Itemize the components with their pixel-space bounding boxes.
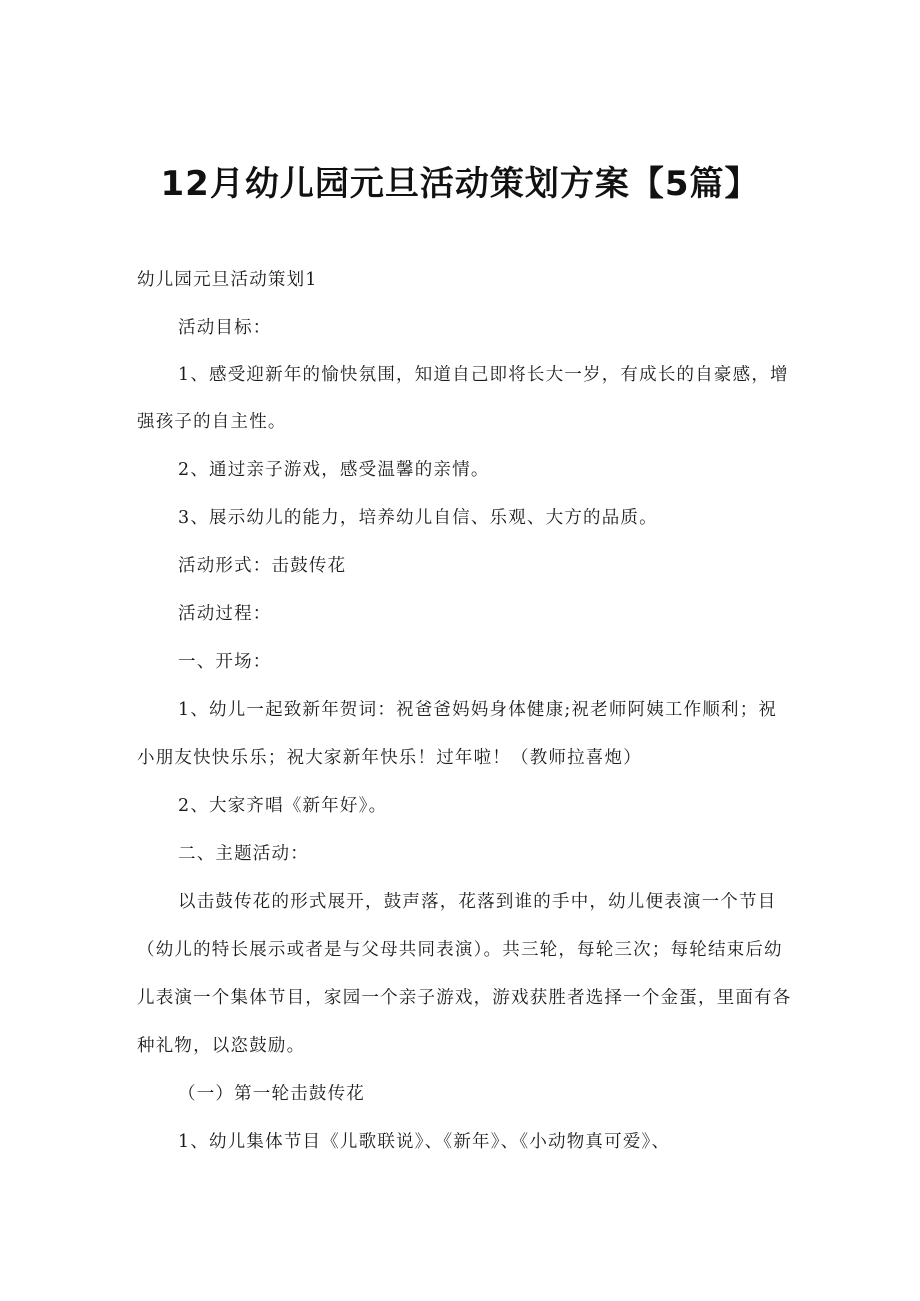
paragraph-line: 强孩子的自主性。 [137, 412, 287, 432]
document-title: 12月幼儿园元旦活动策划方案【5篇】 [160, 164, 760, 204]
paragraph-line: 以击鼓传花的形式展开，鼓声落，花落到谁的手中，幼儿便表演一个节目 [178, 892, 777, 912]
paragraph-line: 种礼物，以恣鼓励。 [137, 1036, 306, 1056]
section-heading: 幼儿园元旦活动策划1 [137, 270, 318, 290]
paragraph-line: 活动目标： [178, 318, 272, 338]
paragraph-line: 1、幼儿一起致新年贺词：祝爸爸妈妈身体健康;祝老师阿姨工作顺利；祝 [178, 700, 778, 720]
paragraph-line: （一）第一轮击鼓传花 [178, 1084, 365, 1104]
paragraph-line: 活动形式：击鼓传花 [178, 556, 347, 576]
paragraph-line: 活动过程： [178, 604, 272, 624]
paragraph-line: 一、开场： [178, 652, 272, 672]
paragraph-line: 二、主题活动： [178, 844, 309, 864]
paragraph-line: （幼儿的特长展示或者是与父母共同表演）。共三轮，每轮三次；每轮结束后幼 [137, 940, 783, 960]
paragraph-line: 2、大家齐唱《新年好》。 [178, 796, 388, 816]
paragraph-line: 2、通过亲子游戏，感受温馨的亲情。 [178, 460, 490, 480]
paragraph-line: 儿表演一个集体节目，家园一个亲子游戏，游戏获胜者选择一个金蛋，里面有各 [137, 988, 792, 1008]
paragraph-line: 小朋友快快乐乐；祝大家新年快乐！过年啦！（教师拉喜炮） [137, 748, 642, 768]
paragraph-line: 1、感受迎新年的愉快氛围，知道自己即将长大一岁，有成长的自豪感，增 [178, 365, 789, 385]
paragraph-line: 1、幼儿集体节目《儿歌联说》、《新年》、《小动物真可爱》、 [178, 1132, 671, 1152]
paragraph-line: 3、展示幼儿的能力，培养幼儿自信、乐观、大方的品质。 [178, 508, 658, 528]
